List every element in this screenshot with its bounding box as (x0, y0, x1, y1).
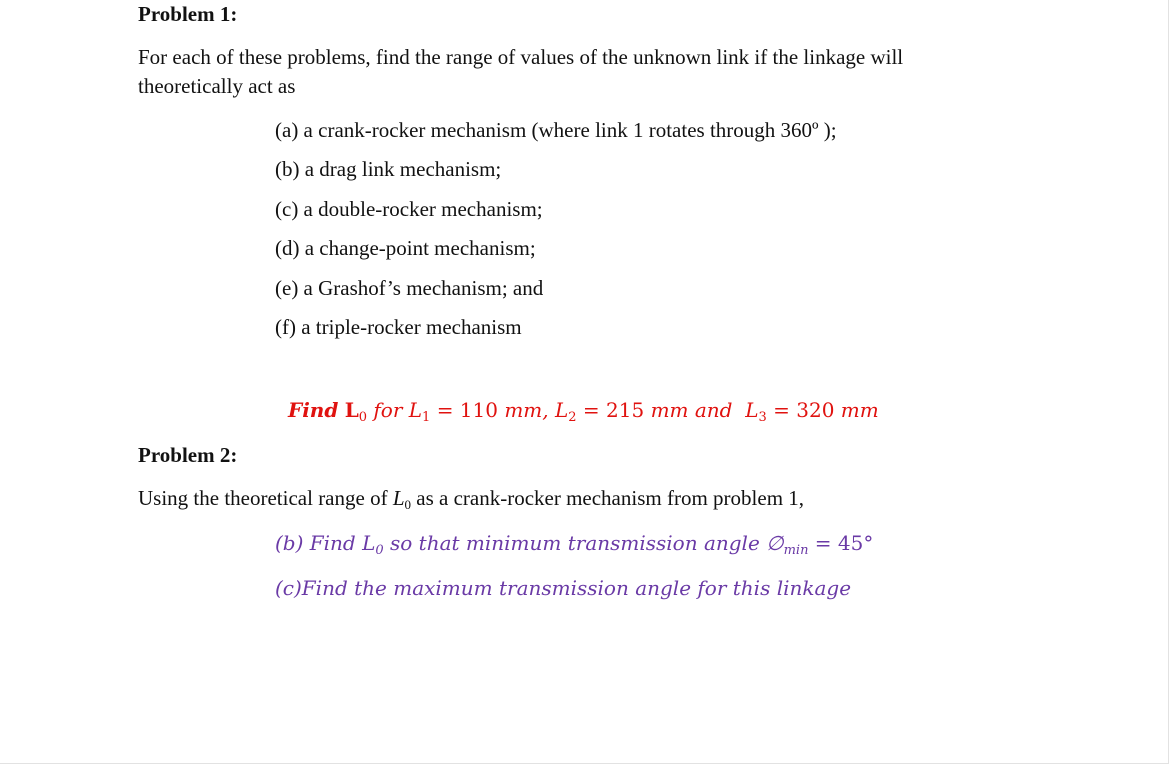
part-b-l-symbol: L (362, 531, 376, 555)
part-b-equation (275, 531, 874, 558)
problem-1-heading: Problem 1: (138, 2, 238, 26)
l2-value: = 215 (582, 398, 645, 422)
problem-1-intro-line-2: theoretically act as (138, 74, 296, 98)
problem-1-intro (138, 43, 903, 101)
part-b-value: = 45° (814, 531, 874, 555)
find-word: Find (288, 398, 339, 422)
problem-2-heading: Problem 2: (138, 443, 238, 467)
l3-symbol: L (745, 398, 759, 422)
problem-2-intro-before: Using the theoretical range of (138, 486, 388, 510)
list-item-c: (c) a double-rocker mechanism; (275, 197, 543, 221)
l2-sub: 2 (568, 410, 577, 425)
list-item-b: (b) a drag link mechanism; (275, 157, 502, 181)
l1-sub: 1 (422, 410, 431, 425)
l1-unit: mm, (504, 398, 549, 422)
l3-unit: mm (840, 398, 879, 422)
find-l-symbol: L (344, 398, 359, 422)
part-b-l-sub: 0 (375, 543, 384, 558)
problem-2-l-symbol: L (392, 486, 405, 510)
l3-value: = 320 (773, 398, 835, 422)
phi-sub-min: min (783, 543, 809, 558)
problem-2-intro (138, 484, 804, 513)
l2-symbol: L (555, 398, 569, 422)
problem-2-l-sub: 0 (404, 497, 412, 512)
l2-unit: mm and (650, 398, 733, 422)
list-item-e: (e) a Grashof’s mechanism; and (275, 276, 544, 300)
list-item-d: (d) a change-point mechanism; (275, 236, 536, 260)
phi-symbol: ∅ (766, 531, 784, 555)
for-word: for (373, 398, 403, 422)
part-c-text: (c)Find the maximum transmission angle for this linkage (275, 576, 852, 600)
part-b-prefix: (b) Find (275, 531, 356, 555)
problem-1-intro-line-1: For each of these problems, find the range of values of the unknown link if the linkage will (138, 45, 904, 69)
problem-2-intro-after: as a crank-rocker mechanism from problem 1, (416, 486, 805, 510)
l3-sub: 3 (758, 410, 767, 425)
part-b-text: so that minimum transmission angle (390, 531, 760, 555)
list-item-f: (f) a triple-rocker mechanism (275, 315, 522, 339)
list-item-a: (a) a crank-rocker mechanism (where link 1 rotates through 360º ); (275, 118, 837, 142)
find-l0-equation (288, 398, 879, 425)
l1-value: = 110 (436, 398, 498, 422)
l1-symbol: L (408, 398, 423, 422)
find-l-sub-0: 0 (358, 410, 368, 425)
